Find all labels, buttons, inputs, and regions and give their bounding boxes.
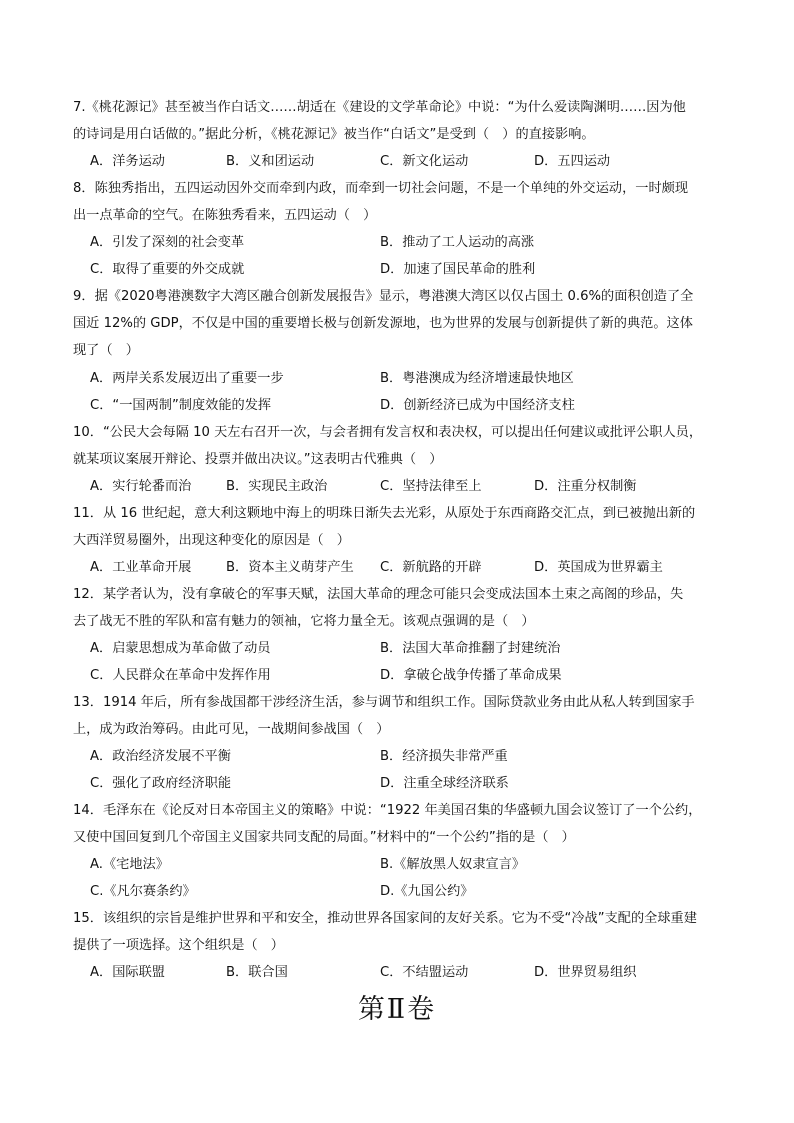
question-line: 上，成为政治筹码。由此可见，一战期间参战国（ ） bbox=[73, 722, 390, 737]
question-line: 就某项议案展开辩论、投票并做出决议。”这表明古代雅典（ ） bbox=[73, 452, 443, 467]
question-line: 现了（ ） bbox=[73, 343, 139, 358]
option-d: D．五四运动 bbox=[534, 154, 611, 169]
option-d: D．加速了国民革命的胜利 bbox=[380, 262, 536, 277]
option-c: C．强化了政府经济职能 bbox=[90, 776, 232, 791]
options-12-row2 bbox=[90, 662, 730, 689]
question-line: 12．某学者认为，没有拿破仑的军事天赋，法国大革命的理念可能只会变成法国本土束之高阁的珍品，失 bbox=[73, 587, 684, 602]
options-11 bbox=[90, 554, 730, 581]
option-a: A．启蒙思想成为革命做了动员 bbox=[90, 641, 271, 656]
question-line: 去了战无不胜的军队和富有魅力的领袖，它将力量全无。该观点强调的是（ ） bbox=[73, 614, 535, 629]
options-7 bbox=[90, 148, 730, 175]
question-7 bbox=[73, 94, 725, 148]
question-line: 13．1914 年后，所有参战国都干涉经济生活，参与调节和组织工作。国际贷款业务由此从私人转到国家手 bbox=[73, 695, 695, 710]
question-13 bbox=[73, 689, 725, 743]
question-12 bbox=[73, 581, 725, 635]
question-line: 10．“公民大会每隔 10 天左右召开一次，与会者拥有发言权和表决权，可以提出任何建议或批评公职人员， bbox=[73, 425, 703, 440]
question-9 bbox=[73, 283, 725, 364]
option-c: C.《凡尔赛条约》 bbox=[90, 884, 196, 899]
option-d: D.《九国公约》 bbox=[380, 884, 474, 899]
option-d: D．世界贸易组织 bbox=[534, 965, 637, 980]
option-c: C．“一国两制”制度效能的发挥 bbox=[90, 398, 272, 413]
question-line: 提供了一项选择。这个组织是（ ） bbox=[73, 938, 284, 953]
option-a: A．实行轮番而治 bbox=[90, 479, 192, 494]
option-b: B．经济损失非常严重 bbox=[380, 749, 508, 764]
option-b: B．义和团运动 bbox=[226, 154, 315, 169]
options-8-row1 bbox=[90, 229, 730, 256]
question-11 bbox=[73, 500, 725, 554]
option-a: A．洋务运动 bbox=[90, 154, 165, 169]
options-13-row2 bbox=[90, 770, 730, 797]
question-line: 出一点革命的空气。在陈独秀看来，五四运动（ ） bbox=[73, 208, 377, 223]
option-b: B．粤港澳成为经济增速最快地区 bbox=[380, 371, 574, 386]
question-line: 8．陈独秀指出，五四运动因外交而牵到内政，而牵到一切社会问题，不是一个单纯的外交运动，一时颇现 bbox=[73, 181, 689, 196]
option-a: A．工业革命开展 bbox=[90, 560, 192, 575]
question-line: 的诗词是用白话做的。”据此分析，《桃花源记》被当作“白话文”是受到（ ）的直接影响。 bbox=[73, 127, 595, 142]
option-d: D．注重全球经济联系 bbox=[380, 776, 509, 791]
options-8-row2 bbox=[90, 256, 730, 283]
option-d: D．创新经济已成为中国经济支柱 bbox=[380, 398, 575, 413]
option-d: D．注重分权制衡 bbox=[534, 479, 637, 494]
options-14-row2 bbox=[90, 878, 730, 905]
options-13-row1 bbox=[90, 743, 730, 770]
question-line: 14．毛泽东在《论反对日本帝国主义的策略》中说：“1922 年美国召集的华盛顿九国会议签订了一个公约， bbox=[73, 803, 702, 818]
options-12-row1 bbox=[90, 635, 730, 662]
options-9-row2 bbox=[90, 392, 730, 419]
question-line: 15．该组织的宗旨是维护世界和平和安全，推动世界各国家间的友好关系。它为不受“冷战”支配的全球重建 bbox=[73, 911, 697, 926]
question-10 bbox=[73, 419, 725, 473]
option-b: B．法国大革命推翻了封建统治 bbox=[380, 641, 561, 656]
question-line: 国近 12%的 GDP，不仅是中国的重要增长极与创新发源地，也为世界的发展与创新提供了新的典范。这体 bbox=[73, 316, 693, 331]
question-line: 又使中国回复到几个帝国主义国家共同支配的局面。”材料中的“一个公约”指的是（ ） bbox=[73, 830, 575, 845]
option-c: C．新航路的开辟 bbox=[380, 560, 482, 575]
option-d: D．英国成为世界霸主 bbox=[534, 560, 663, 575]
options-15 bbox=[90, 959, 730, 986]
question-15 bbox=[73, 905, 725, 959]
option-a: A.《宅地法》 bbox=[90, 857, 169, 872]
option-b: B．推动了工人运动的高涨 bbox=[380, 235, 535, 250]
options-14-row1 bbox=[90, 851, 730, 878]
option-b: B．联合国 bbox=[226, 965, 288, 980]
option-c: C．取得了重要的外交成就 bbox=[90, 262, 245, 277]
option-a: A．国际联盟 bbox=[90, 965, 165, 980]
question-14 bbox=[73, 797, 725, 851]
question-8 bbox=[73, 175, 725, 229]
options-10 bbox=[90, 473, 730, 500]
question-line: 7.《桃花源记》甚至被当作白话文……胡适在《建设的文学革命论》中说：“为什么爱读陶渊明……因为他 bbox=[73, 100, 686, 115]
option-b: B．资本主义萌芽产生 bbox=[226, 560, 354, 575]
section-title: 第Ⅱ卷 bbox=[357, 994, 437, 1025]
option-d: D．拿破仑战争传播了革命成果 bbox=[380, 668, 562, 683]
option-a: A．引发了深刻的社会变革 bbox=[90, 235, 245, 250]
option-c: C．坚持法律至上 bbox=[380, 479, 482, 494]
option-a: A．政治经济发展不平衡 bbox=[90, 749, 231, 764]
option-c: C．人民群众在革命中发挥作用 bbox=[90, 668, 271, 683]
option-c: C．新文化运动 bbox=[380, 154, 469, 169]
option-c: C．不结盟运动 bbox=[380, 965, 469, 980]
option-a: A．两岸关系发展迈出了重要一步 bbox=[90, 371, 284, 386]
question-line: 大西洋贸易圈外，出现这种变化的原因是（ ） bbox=[73, 533, 350, 548]
options-9-row1 bbox=[90, 365, 730, 392]
question-line: 9．据《2020粤港澳数字大湾区融合创新发展报告》显示，粤港澳大湾区以仅占国土 0.6%的面积创造了全 bbox=[73, 289, 694, 304]
option-b: B．实现民主政治 bbox=[226, 479, 328, 494]
question-line: 11．从 16 世纪起，意大利这颗地中海上的明珠日渐失去光彩，从原处于东西商路交汇点，到已被抛出新的 bbox=[73, 506, 696, 521]
option-b: B.《解放黑人奴隶宣言》 bbox=[380, 857, 526, 872]
